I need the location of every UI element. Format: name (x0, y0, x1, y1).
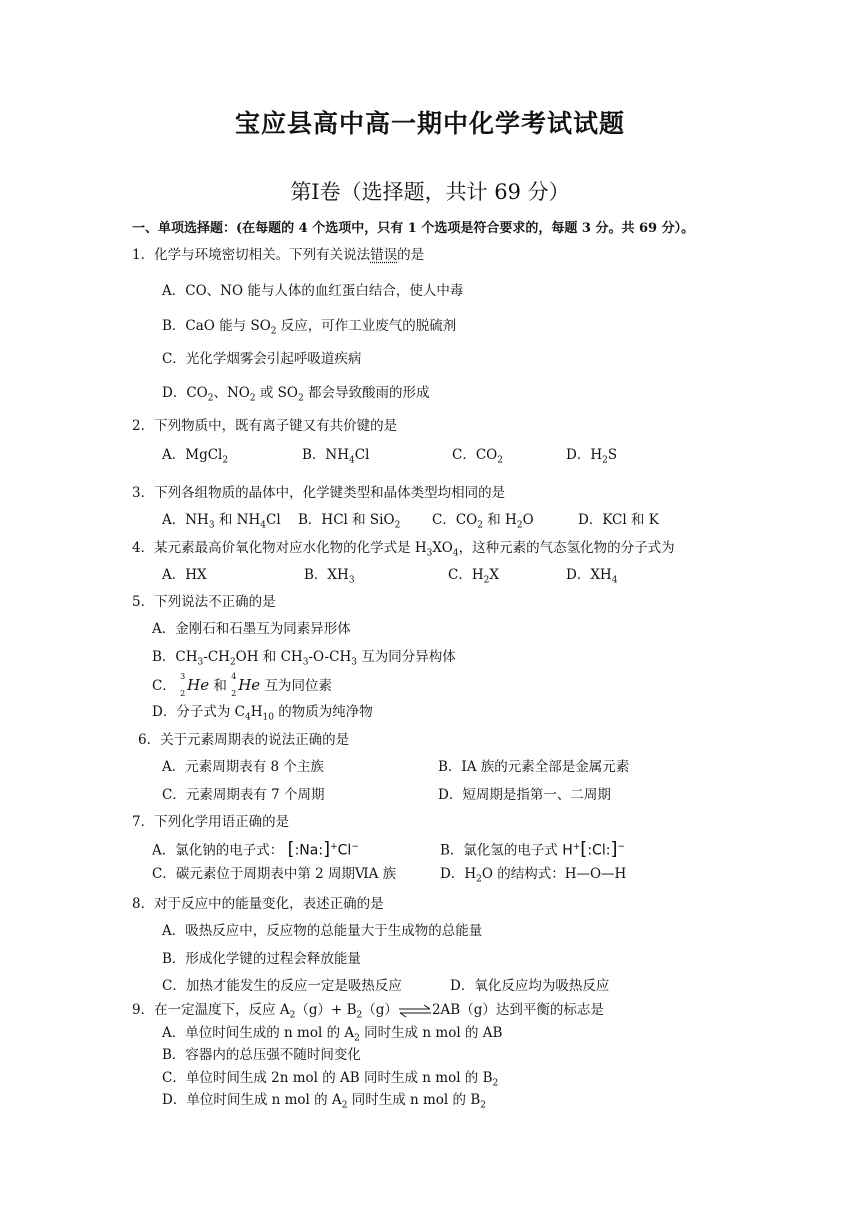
question-4-option-a: A．HX (162, 567, 207, 583)
question-8-option-d: D．氧化反应均为吸热反应 (450, 978, 610, 994)
question-2-option-c: C．$CO_2$ (452, 447, 503, 466)
question-8-option-b: B．形成化学键的过程会释放能量 (162, 951, 361, 967)
question-5-option-a: A．金刚石和石墨互为同素异形体 (152, 621, 351, 637)
question-7-option-d: D．$H_2O$ 的结构式：H—O—H (440, 866, 627, 885)
question-3-option-c: C．$CO_2$ 和 $H_2O$ (432, 512, 534, 531)
question-8-option-a: A．吸热反应中，反应物的总能量大于生成物的总能量 (162, 923, 483, 939)
question-7-option-b: B．氯化氢的电子式 H+[:Cl:]− (440, 838, 626, 860)
question-2-option-d: D．$H_2S$ (566, 447, 618, 466)
question-9-option-d: D．单位时间生成 n mol 的 $A_2$ 同时生成 n mol 的 $B_2$ (162, 1092, 486, 1111)
section-heading: 第Ⅰ卷（选择题，共计 69 分） (290, 180, 570, 204)
question-3-option-d: D．KCl 和 K (578, 512, 659, 528)
question-2-option-b: B．$NH_4Cl$ (302, 447, 370, 466)
question-1-option-a: A．CO、NO 能与人体的血红蛋白结合，使人中毒 (162, 283, 464, 299)
question-9-option-a: A．单位时间生成的 n mol 的 $A_2$ 同时生成 n mol 的 AB (162, 1025, 503, 1044)
equilibrium-arrow-icon (398, 1004, 432, 1018)
question-5-option-c: C． 3 2 He 和 4 2 He 互为同位素 (152, 672, 332, 698)
question-6-option-a: A．元素周期表有 8 个主族 (162, 759, 324, 775)
question-1-stem: 1．化学与环境密切相关。下列有关说法错误的是 (132, 247, 425, 263)
question-4-option-c: C．$H_2X$ (448, 567, 499, 586)
question-1-option-c: C．光化学烟雾会引起呼吸道疾病 (162, 351, 362, 367)
question-9-option-b: B．容器内的总压强不随时间变化 (162, 1047, 361, 1063)
question-3-option-b: B．HCl 和 SiO$_2$ (298, 512, 401, 531)
question-4-option-b: B．$XH_3$ (304, 567, 355, 586)
question-6-option-c: C．元素周期表有 7 个周期 (162, 787, 325, 803)
question-4-option-d: D．$XH_4$ (566, 567, 618, 586)
section-instructions: 一、单项选择题：(在每题的 4 个选项中，只有 1 个选项是符合要求的，每题 3 分。共 69 分）。 (132, 221, 695, 236)
question-5-option-d: D．分子式为 $C_4H_{10}$ 的物质为纯净物 (152, 704, 373, 723)
question-6-stem: 6．关于元素周期表的说法正确的是 (138, 732, 350, 748)
question-4-stem: 4．某元素最高价氧化物对应水化物的化学式是 $H_3XO_4$，这种元素的气态氢化物的分子式为 (132, 540, 675, 559)
question-7-option-a: A．氯化钠的电子式： [:Na:]+Cl− (152, 838, 359, 860)
question-8-option-c: C．加热才能发生的反应一定是吸热反应 (162, 978, 402, 994)
question-7-stem: 7．下列化学用语正确的是 (132, 814, 290, 830)
question-5-option-b: B．$CH_3-CH_2OH$ 和 $CH_3-O-CH_3$ 互为同分异构体 (152, 649, 456, 668)
question-8-stem: 8．对于反应中的能量变化，表述正确的是 (132, 896, 384, 912)
exam-title: 宝应县高中高一期中化学考试试题 (234, 109, 625, 138)
helium-4-isotope: 4 2 He (231, 672, 261, 698)
hydrogen-chloride-lewis-structure: H+[:Cl:]− (562, 838, 626, 860)
question-2-stem: 2．下列物质中，既有离子键又有共价键的是 (132, 418, 398, 434)
question-9-stem: 9．在一定温度下，反应 $A_2(g)+ B_2(g)$ 2AB（g）达到平衡的标志是 (132, 1002, 604, 1021)
question-6-option-d: D．短周期是指第一、二周期 (438, 787, 611, 803)
question-3-option-a: A．$NH_3$ 和 $NH_4Cl$ (162, 512, 281, 531)
question-1-option-d: D．$CO_2$、$NO_2$ 或 $SO_2$ 都会导致酸雨的形成 (162, 385, 430, 404)
question-7-option-c: C．碳元素位于周期表中第 2 周期ⅥA 族 (152, 866, 397, 882)
question-2-option-a: A．MgCl$_2$ (162, 447, 229, 466)
question-5-stem: 5．下列说法不正确的是 (132, 594, 276, 610)
question-3-stem: 3．下列各组物质的晶体中，化学键类型和晶体类型均相同的是 (132, 485, 506, 501)
question-6-option-b: B．ⅠA 族的元素全部是金属元素 (438, 759, 630, 775)
question-1-option-b: B．CaO 能与 $SO_2$ 反应，可作工业废气的脱硫剂 (162, 318, 457, 337)
sodium-chloride-lewis-structure: [:Na:]+Cl− (287, 838, 359, 860)
helium-3-isotope: 3 2 He (180, 672, 210, 698)
question-9-option-c: C．单位时间生成 2n mol 的 AB 同时生成 n mol 的 $B_2$ (162, 1070, 499, 1089)
